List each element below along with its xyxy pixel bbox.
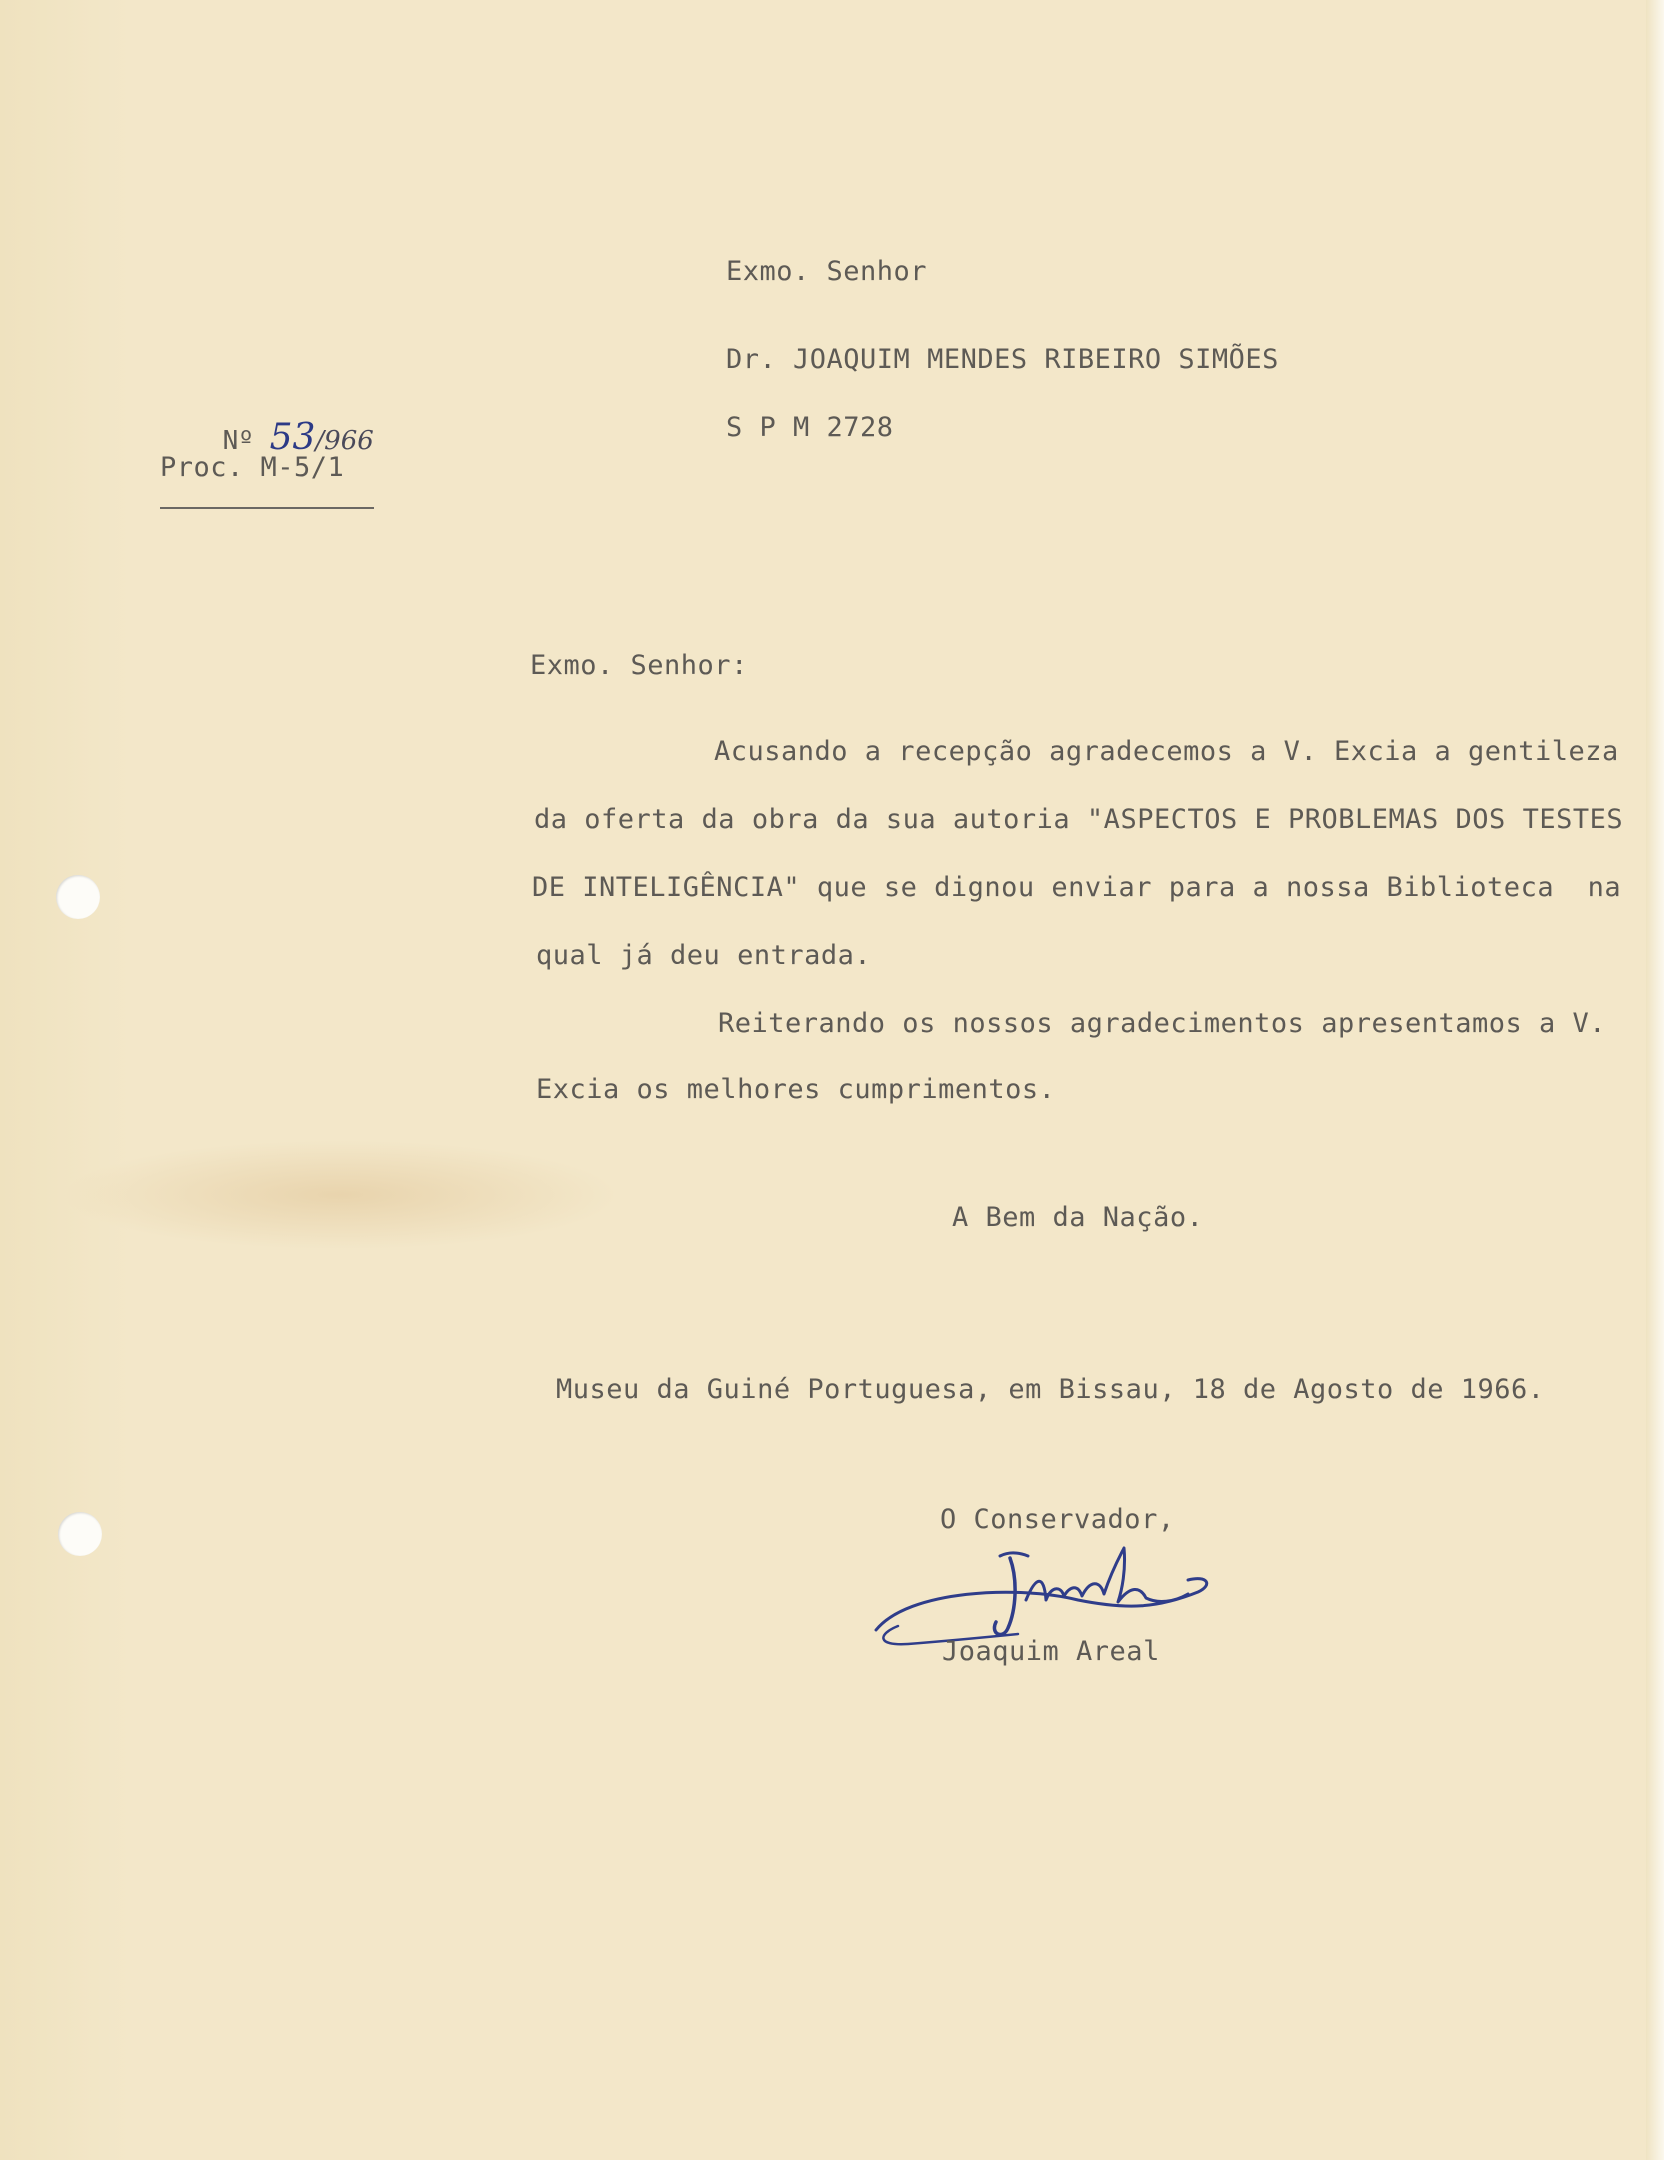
body-line: Reiterando os nossos agradecimentos apresentamos a V. [718,1008,1607,1039]
paper-stain [60,1140,620,1250]
signatory-name: Joaquim Areal [942,1636,1160,1667]
reference-number [160,372,374,509]
body-salutation: Exmo. Senhor: [530,650,748,681]
paper-edge [1646,0,1664,2160]
paper-shade [0,0,130,2160]
body-line: Acusando a recepção agradecemos a V. Excia a gentileza [714,736,1619,767]
body-line: da oferta da obra da sua autoria "ASPECTOS E PROBLEMAS DOS TESTES [534,804,1624,835]
punch-hole-top [56,875,100,919]
signatory-title: O Conservador, [940,1504,1175,1535]
reference-year: /966 [315,426,374,456]
body-line: DE INTELIGÊNCIA" que se dignou enviar para a nossa Biblioteca na [532,872,1622,903]
punch-hole-bottom [58,1512,102,1556]
body-line: qual já deu entrada. [536,940,872,971]
body-line: Excia os melhores cumprimentos. [536,1074,1056,1105]
place-date: Museu da Guiné Portuguesa, em Bissau, 18 de Agosto de 1966. [556,1374,1545,1405]
reference-handwritten-number: 53 [269,417,316,458]
recipient-address: S P M 2728 [726,412,894,443]
recipient-name: Dr. JOAQUIM MENDES RIBEIRO SIMÕES [726,344,1279,375]
closing-motto: A Bem da Nação. [952,1202,1204,1233]
address-salutation: Exmo. Senhor [726,256,928,287]
process-reference: Proc. M-5/1 [160,452,345,483]
reference-prefix: Nº [222,426,270,456]
